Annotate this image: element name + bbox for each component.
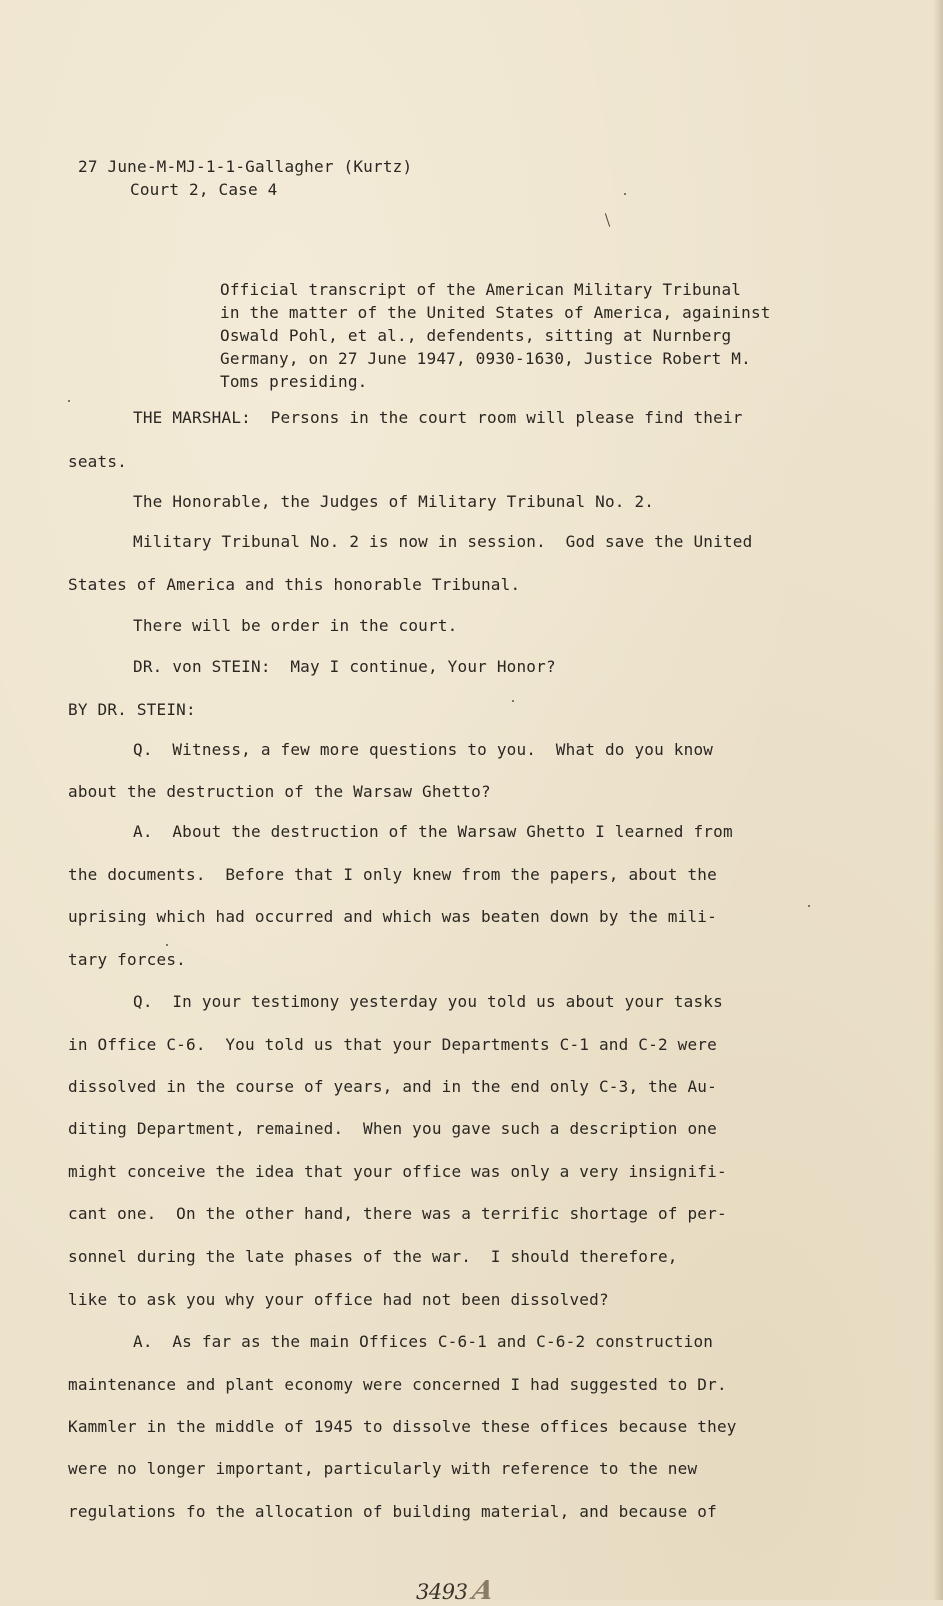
answer-line: A. About the destruction of the Warsaw Ghetto I learned from (133, 822, 733, 841)
body-line: about the destruction of the Warsaw Ghetto? (68, 782, 491, 801)
body-line: States of America and this honorable Tribunal. (68, 575, 521, 594)
body-line: were no longer important, particularly with reference to the new (68, 1459, 698, 1478)
body-line: maintenance and plant economy were concerned I had suggested to Dr. (68, 1375, 727, 1394)
body-line: regulations fo the allocation of building material, and because of (68, 1502, 717, 1521)
paper-speck (68, 400, 70, 402)
body-line: in Office C-6. You told us that your Departments C-1 and C-2 were (68, 1035, 717, 1054)
question-line: Q. In your testimony yesterday you told us about your tasks (133, 992, 723, 1011)
body-line: seats. (68, 452, 127, 471)
body-line: Military Tribunal No. 2 is now in session. God save the United (133, 532, 753, 551)
preamble-line: Toms presiding. (220, 372, 368, 391)
paper-speck (624, 193, 626, 195)
header-court-case: Court 2, Case 4 (130, 180, 278, 199)
preamble-line: Official transcript of the American Military Tribunal (220, 280, 742, 299)
paper-speck (512, 700, 514, 702)
body-line: like to ask you why your office had not been dissolved? (68, 1290, 609, 1309)
body-line: dissolved in the course of years, and in the end only C-3, the Au- (68, 1077, 717, 1096)
body-line: might conceive the idea that your office was only a very insignifi- (68, 1162, 727, 1181)
answer-line: A. As far as the main Offices C-6-1 and C-6-2 construction (133, 1332, 714, 1351)
page-edge-shadow (933, 0, 943, 1600)
body-line: diting Department, remained. When you gave such a description one (68, 1119, 717, 1138)
page-number-value: 3493 (416, 1580, 468, 1604)
counsel-statement: DR. von STEIN: May I continue, Your Honor? (133, 657, 556, 676)
preamble-line: Germany, on 27 June 1947, 0930-1630, Justice Robert M. (220, 349, 751, 368)
body-line: uprising which had occurred and which was beaten down by the mili- (68, 907, 717, 926)
question-line: Q. Witness, a few more questions to you. What do you know (133, 740, 714, 759)
body-line: cant one. On the other hand, there was a terrific shortage of per- (68, 1204, 727, 1223)
preamble-line: Oswald Pohl, et al., defendents, sitting at Nurnberg (220, 326, 732, 345)
stray-pencil-mark (605, 213, 610, 227)
preamble-line: in the matter of the United States of America, againinst (220, 303, 771, 322)
body-line: sonnel during the late phases of the war. I should therefore, (68, 1247, 678, 1266)
body-line: The Honorable, the Judges of Military Tribunal No. 2. (133, 492, 655, 511)
marshal-statement: THE MARSHAL: Persons in the court room will please find their (133, 408, 743, 427)
page-number-suffix: A (470, 1576, 497, 1606)
paper-speck (166, 944, 168, 946)
body-line: Kammler in the middle of 1945 to dissolve these offices because they (68, 1417, 737, 1436)
body-line: tary forces. (68, 950, 186, 969)
header-case-reference: 27 June-M-MJ-1-1-Gallagher (Kurtz) (78, 157, 413, 176)
paper-speck (808, 905, 810, 907)
page-number (416, 1576, 497, 1606)
body-line: the documents. Before that I only knew from the papers, about the (68, 865, 717, 884)
body-line: There will be order in the court. (133, 616, 458, 635)
examiner-heading: BY DR. STEIN: (68, 700, 196, 719)
